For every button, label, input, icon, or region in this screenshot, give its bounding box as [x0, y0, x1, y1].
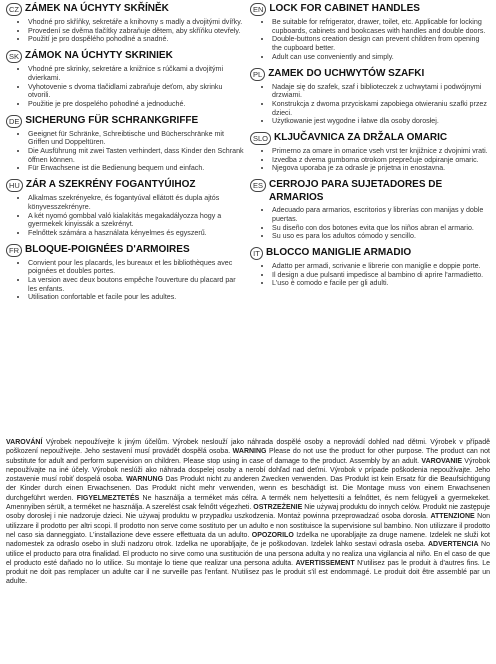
- feature-list: [250, 147, 488, 173]
- feature-item: • Použití je pro dospělého pohodlné a snadné.: [28, 35, 244, 44]
- feature-item: • Primerno za omare in omarice vseh vrst ter knjižnice z dvojnimi vrati.: [272, 147, 488, 156]
- section-es: [250, 179, 488, 241]
- section-header: [250, 179, 488, 204]
- language-code-badge: EN: [250, 3, 266, 16]
- feature-item: • La version avec deux boutons empêche l'ouverture du placard par les enfants.: [28, 276, 244, 293]
- section-fr: [6, 244, 244, 303]
- warning-label: AVERTISSEMENT: [295, 559, 355, 567]
- section-title: CERROJO PARA SUJETADORES DE ARMARIOS: [269, 179, 443, 203]
- section-header: [6, 115, 244, 128]
- feature-item: • Adult can use conveniently and simply.: [272, 53, 488, 62]
- feature-list: [250, 18, 488, 62]
- feature-list: [6, 259, 244, 303]
- warning-text: Non utilizzare il prodotto per altri scopi. Il prodotto non serve come sostituto per un adulto e non sostituisce la supervisione sul bambino. Non utilizzare il prodotto nel caso sia danneggiato. L'installazione deve essere effettuata da un adulto.: [6, 513, 490, 539]
- section-header: [6, 244, 244, 257]
- warning-label: VAROVANIE: [421, 457, 462, 465]
- warning-label: OSTRZEŻENIE: [253, 504, 303, 512]
- section-header: [6, 3, 244, 16]
- feature-item: • Konstrukcja z dwoma przyciskami zapobiega otwieraniu szafki przez dzieci.: [272, 100, 488, 117]
- feature-item: • Felnőttek számára a használata kényelmes és egyszerű.: [28, 229, 244, 238]
- language-code-badge: SLO: [250, 132, 271, 145]
- feature-list: [6, 194, 244, 238]
- language-code-badge: PL: [250, 68, 265, 81]
- section-de: [6, 115, 244, 174]
- warning-label: WARNUNG: [126, 476, 164, 484]
- feature-item: • Su uso es para los adultos cómodo y sencillo.: [272, 232, 488, 241]
- language-code-badge: DE: [6, 115, 22, 128]
- feature-list: [6, 130, 244, 174]
- language-code-badge: HU: [6, 179, 23, 192]
- warning-label: OPOZORILO: [251, 531, 294, 539]
- section-it: [250, 247, 488, 288]
- right-column: [250, 3, 488, 294]
- section-header: [6, 179, 244, 192]
- section-header: [250, 247, 488, 260]
- warning-text: Nie używaj produktu do innych celów. Produkt nie zastępuje osoby dorosłej i nie nadzoruje dzieci. Nie używaj produktu w przypadku uszkodzenia. Montaż powinna przeprowadzać osoba dorosła.: [6, 504, 490, 521]
- feature-item: • Izvedba z dvema gumboma otrokom preprečuje odpiranje omaric.: [272, 156, 488, 165]
- section-en: [250, 3, 488, 62]
- warning-text: Izdelka ne uporabljajte za druge namene. Izdelek ne služi kot nadomestek za odraslo osebo in služi nadzoru otrok. Izdelka ne uporabljajte, če je poškodovan. Izdelek lahko sestavi odrasla oseba.: [6, 531, 490, 549]
- feature-item: • Provedení se dvěma tlačítky zabraňuje dětem, aby skříňku otevřely.: [28, 27, 244, 36]
- feature-item: • Convient pour les placards, les bureaux et les bibliothèques avec poignées et doubles portes.: [28, 259, 244, 276]
- warning-text: Ne használja a terméket más célra. A termék nem helyettesíti a felnőttet, és nem felügyeli a gyermekeket. Amennyiben sérült, a terméket ne használja. A szerelést csak felnőtt végezheti.: [6, 494, 490, 512]
- section-sk: [6, 50, 244, 109]
- warning-text: Das Produkt nicht zu anderen Zwecken verwenden. Das Produkt ist kein Ersatz für die Beaufsichtigung der Kinder durch einen Erwachsenen. Das Produkt nicht mehr verwenden, wenn es beschädigt ist. Die Montage muss von einem Erwachsenen durchgeführt werden.: [6, 476, 491, 502]
- feature-item: • Adatto per armadi, scrivanie e librerie con maniglie e doppie porte.: [272, 262, 488, 271]
- warning-label: ATTENZIONE: [430, 513, 475, 521]
- section-header: [250, 3, 488, 16]
- feature-item: • Vyhotovenie s dvoma tlačidlami zabraňuje deťom, aby skrinku otvorili.: [28, 83, 244, 100]
- warning-label: ADVERTENCIA: [428, 541, 479, 549]
- feature-item: • Vhodné pro skříňky, sekretáře a knihovny s madly a dvojitými dvířky.: [28, 18, 244, 27]
- feature-item: • Alkalmas szekrényekre, és fogantyúval ellátott és dupla ajtós könyvesszekrényre.: [28, 194, 244, 211]
- feature-list: [250, 83, 488, 127]
- warning-label: FIGYELMEZTETÉS: [76, 494, 140, 502]
- feature-item: • Použitie je pre dospelého pohodlné a jednoduché.: [28, 100, 244, 109]
- section-title: ZAMEK DO UCHWYTÓW SZAFKI: [268, 67, 425, 79]
- section-title: LOCK FOR CABINET HANDLES: [269, 3, 420, 14]
- warning-text: Výrobok nepoužívajte na iné účely. Výrobok neslúži ako náhrada dospelej osoby a nerobí dohľad nad deťmi. Výrobok v prípade poškodenia nepoužívajte. Jeho zostavenie musí robiť dospelá osoba.: [6, 457, 490, 484]
- section-header: [250, 68, 488, 81]
- feature-item: • Utilisation confortable et facile pour les adultes.: [28, 293, 244, 302]
- feature-item: • Il design a due pulsanti impedisce al bambino di aprire l'armadietto.: [272, 271, 488, 280]
- section-title: ZÁMOK NA ÚCHYTY SKRINIEK: [25, 50, 173, 62]
- feature-item: • Geeignet für Schränke, Schreibtische und Bücherschränke mit Griffen und Doppeltüren.: [28, 130, 244, 147]
- section-cz: [6, 3, 244, 44]
- feature-list: [6, 18, 244, 44]
- feature-item: • Adecuado para armarios, escritorios y librerías con manijas y doble puertas.: [272, 206, 488, 223]
- feature-list: [250, 206, 488, 241]
- section-header: [250, 132, 488, 145]
- language-code-badge: FR: [6, 244, 22, 257]
- language-code-badge: SK: [6, 50, 22, 63]
- feature-list: [6, 65, 244, 109]
- warning-text: Please do not use the product for other purpose. The product can not substitute for adult and perform supervision on children. Please stop using in case of damage to the product. Assembly by an adult.: [6, 448, 490, 465]
- warning-text: Výrobek nepoužívejte k jiným účelům. Výrobek neslouží jako náhrada dospělé osoby a neprovádí dohled nad dětmi. Výrobek v případě poškození nepoužívejte. Jeho sestavení musí provádět dospělá osoba.: [6, 439, 490, 456]
- feature-item: • Die Ausführung mit zwei Tasten verhindert, dass Kinder den Schrank öffnen können.: [28, 147, 244, 164]
- feature-item: • A két nyomó gombbal való kialakítás megakadályozza hogy a gyermekek kinyissák a szekrényt.: [28, 212, 244, 229]
- feature-item: • L'uso è comodo e facile per gli adulti.: [272, 279, 488, 288]
- feature-item: • Vhodné pre skrinky, sekretáre a knižnice s rúčkami a dvojitými dvierkami.: [28, 65, 244, 82]
- left-column: [6, 3, 244, 308]
- warning-label: WARNING: [232, 448, 267, 456]
- warnings-paragraph: [6, 438, 490, 587]
- warning-label: VAROVÁNÍ: [6, 439, 43, 446]
- warning-text: N'utilisez pas le produit à d'autres fins. Le produit ne doit pas remplacer un adulte car il ne surveille pas l'enfant. N'utilisez pas le produit s'il est endommagé. Le produit doit être assemblé par un adulte.: [6, 559, 490, 586]
- feature-list: [250, 262, 488, 288]
- section-title: BLOCCO MANIGLIE ARMADIO: [266, 246, 412, 258]
- section-title: SICHERUNG FÜR SCHRANKGRIFFE: [25, 114, 199, 126]
- language-code-badge: CZ: [6, 3, 22, 16]
- warning-text: No utilice el producto para otra finalidad. El producto no sirve como una sustitución de una persona adulta y no realiza una vigilancia al niño. En el caso de que el producto esté dañado no lo utilice. Su montaje lo tiene que realizar una persona adulta.: [6, 541, 490, 567]
- section-title: ZÁR A SZEKRÉNY FOGANTYÚIHOZ: [25, 179, 196, 191]
- section-hu: [6, 179, 244, 238]
- feature-item: • Użytkowanie jest wygodne i łatwe dla osoby dorosłej.: [272, 117, 488, 126]
- feature-item: • Be suitable for refrigerator, drawer, toilet, etc. Applicable for locking cupboards, cabinets and bookcases with handles and double doors.: [272, 18, 488, 35]
- feature-item: • Nadaje się do szafek, szaf i biblioteczek z uchwytami i podwójnymi drzwiami.: [272, 83, 488, 100]
- feature-item: • Für Erwachsene ist die Bedienung bequem und einfach.: [28, 164, 244, 173]
- section-title: ZÁMEK NA ÚCHYTY SKŘÍNĚK: [25, 3, 169, 14]
- language-code-badge: IT: [250, 247, 263, 260]
- feature-item: • Double-buttons creation design can prevent children from opening the cupboard better.: [272, 35, 488, 52]
- feature-item: • Njegova uporaba je za odrasle je prijetna in enostavna.: [272, 164, 488, 173]
- section-slo: [250, 132, 488, 173]
- section-header: [6, 50, 244, 63]
- section-pl: [250, 68, 488, 127]
- section-title: KLJUČAVNICA ZA DRŽALA OMARIC: [274, 132, 448, 144]
- language-code-badge: ES: [250, 179, 266, 192]
- feature-item: • Su diseño con dos botones evita que los niños abran el armario.: [272, 224, 488, 233]
- section-title: BLOQUE-POIGNÉES D'ARMOIRES: [25, 243, 190, 255]
